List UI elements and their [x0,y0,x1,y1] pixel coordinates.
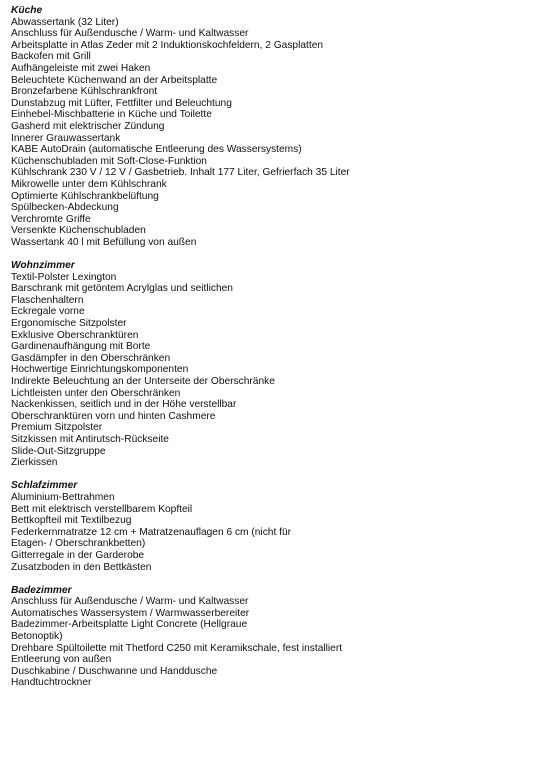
list-item: Entleerung von außen [11,654,112,666]
list-item: Barschrank mit getöntem Acrylglas und seitlichen [11,283,233,295]
list-item: Anschluss für Außendusche / Warm- und Kaltwasser [11,28,249,40]
list-item: Einhebel-Mischbatterie in Küche und Toilette [11,109,212,121]
list-item: Bett mit elektrisch verstellbarem Kopfteil [11,503,193,515]
section-heading: Küche [11,5,43,16]
list-item: Slide-Out-Sitzgruppe [11,445,106,457]
list-item: Dunstabzug mit Lüfter, Fettfilter und Beleuchtung [11,97,232,109]
list-item: Badezimmer-Arbeitsplatte Light Concrete (Hellgraue [11,619,248,631]
list-item: Arbeitsplatte in Atlas Zeder mit 2 Induktionskochfeldern, 2 Gasplatten [11,39,324,51]
list-item: Hochwertige Einrichtungskomponenten [11,364,189,376]
section-3 [11,585,536,689]
list-item: Verchromte Griffe [11,213,91,225]
list-item: Gasdämpfer in den Oberschränken [11,352,171,364]
list-item: Spülbecken-Abdeckung [11,202,119,214]
list-item: Ergonomische Sitzpolster [11,318,127,330]
list-item: Wassertank 40 l mit Befüllung von außen [11,236,197,248]
list-item: Bronzefarbene Kühlschrankfront [11,86,158,98]
list-item: Bettkopfteil mit Textilbezug [11,515,132,527]
section-heading: Schlafzimmer [11,480,78,492]
list-item: Beleuchtete Küchenwand an der Arbeitsplatte [11,74,218,86]
list-item: Zierkissen [11,457,58,469]
list-item: Oberschranktüren vorn und hinten Cashmere [11,410,216,422]
list-item: Drehbare Spültoilette mit Thetford C250 mit Keramikschale, fest installiert [11,642,343,654]
list-item: Textil-Polster Lexington [11,271,117,283]
list-item: KABE AutoDrain (automatische Entleerung des Wassersystems) [11,144,302,156]
list-item: Küchenschubladen mit Soft-Close-Funktion [11,155,207,167]
list-item: Duschkabine / Duschwanne und Handdusche [11,665,218,677]
list-item: Anschluss für Außendusche / Warm- und Kaltwasser [11,596,249,608]
list-item: Etagen- / Oberschrankbetten) [11,538,146,550]
list-item: Betonoptik) [11,631,63,643]
list-item: Lichtleisten unter den Oberschränken [11,387,181,399]
list-item: Federkernmatratze 12 cm + Matratzenauflagen 6 cm (nicht für [11,526,291,538]
list-item: Premium Sitzpolster [11,422,103,434]
list-item: Indirekte Beleuchtung an der Unterseite der Oberschränke [11,376,275,387]
list-item: Kühlschrank 230 V / 12 V / Gasbetrieb. Inhalt 177 Liter, Gefrierfach 35 Liter [11,167,350,179]
list-item: Nackenkissen, seitlich und in der Höhe verstellbar [11,399,237,411]
list-item: Handtuchtrockner [11,677,92,689]
list-item: Gardinenaufhängung mit Borte [11,341,151,353]
list-item: Versenkte Küchenschubladen [11,225,146,237]
section-heading: Wohnzimmer [11,260,75,272]
section-2 [11,480,536,573]
list-item: Abwassertank (32 Liter) [11,16,119,28]
list-item: Sitzkissen mit Antirutsch-Rückseite [11,433,169,445]
section-heading: Badezimmer [11,584,72,596]
list-item: Gitterregale in der Garderobe [11,549,145,561]
list-item: Aluminium-Bettrahmen [11,491,115,503]
list-item: Flaschenhaltern [11,294,84,306]
list-item: Gasherd mit elektrischer Zündung [11,120,165,132]
list-item: Aufhängeleiste mit zwei Haken [11,62,151,74]
list-item: Eckregale vorne [11,306,85,318]
list-item: Optimierte Kühlschrankbelüftung [11,190,159,202]
list-item: Mikrowelle unter dem Kühlschrank [11,178,167,190]
equipment-document [11,5,536,689]
list-item: Innerer Grauwassertank [11,132,121,144]
list-item: Backofen mit Grill [11,51,91,63]
section-1 [11,260,536,469]
list-item: Zusatzboden in den Bettkästen [11,561,152,573]
list-item: Automatisches Wassersystem / Warmwasserbereiter [11,607,250,619]
section-0 [11,5,536,248]
list-item: Exklusive Oberschranktüren [11,329,139,341]
